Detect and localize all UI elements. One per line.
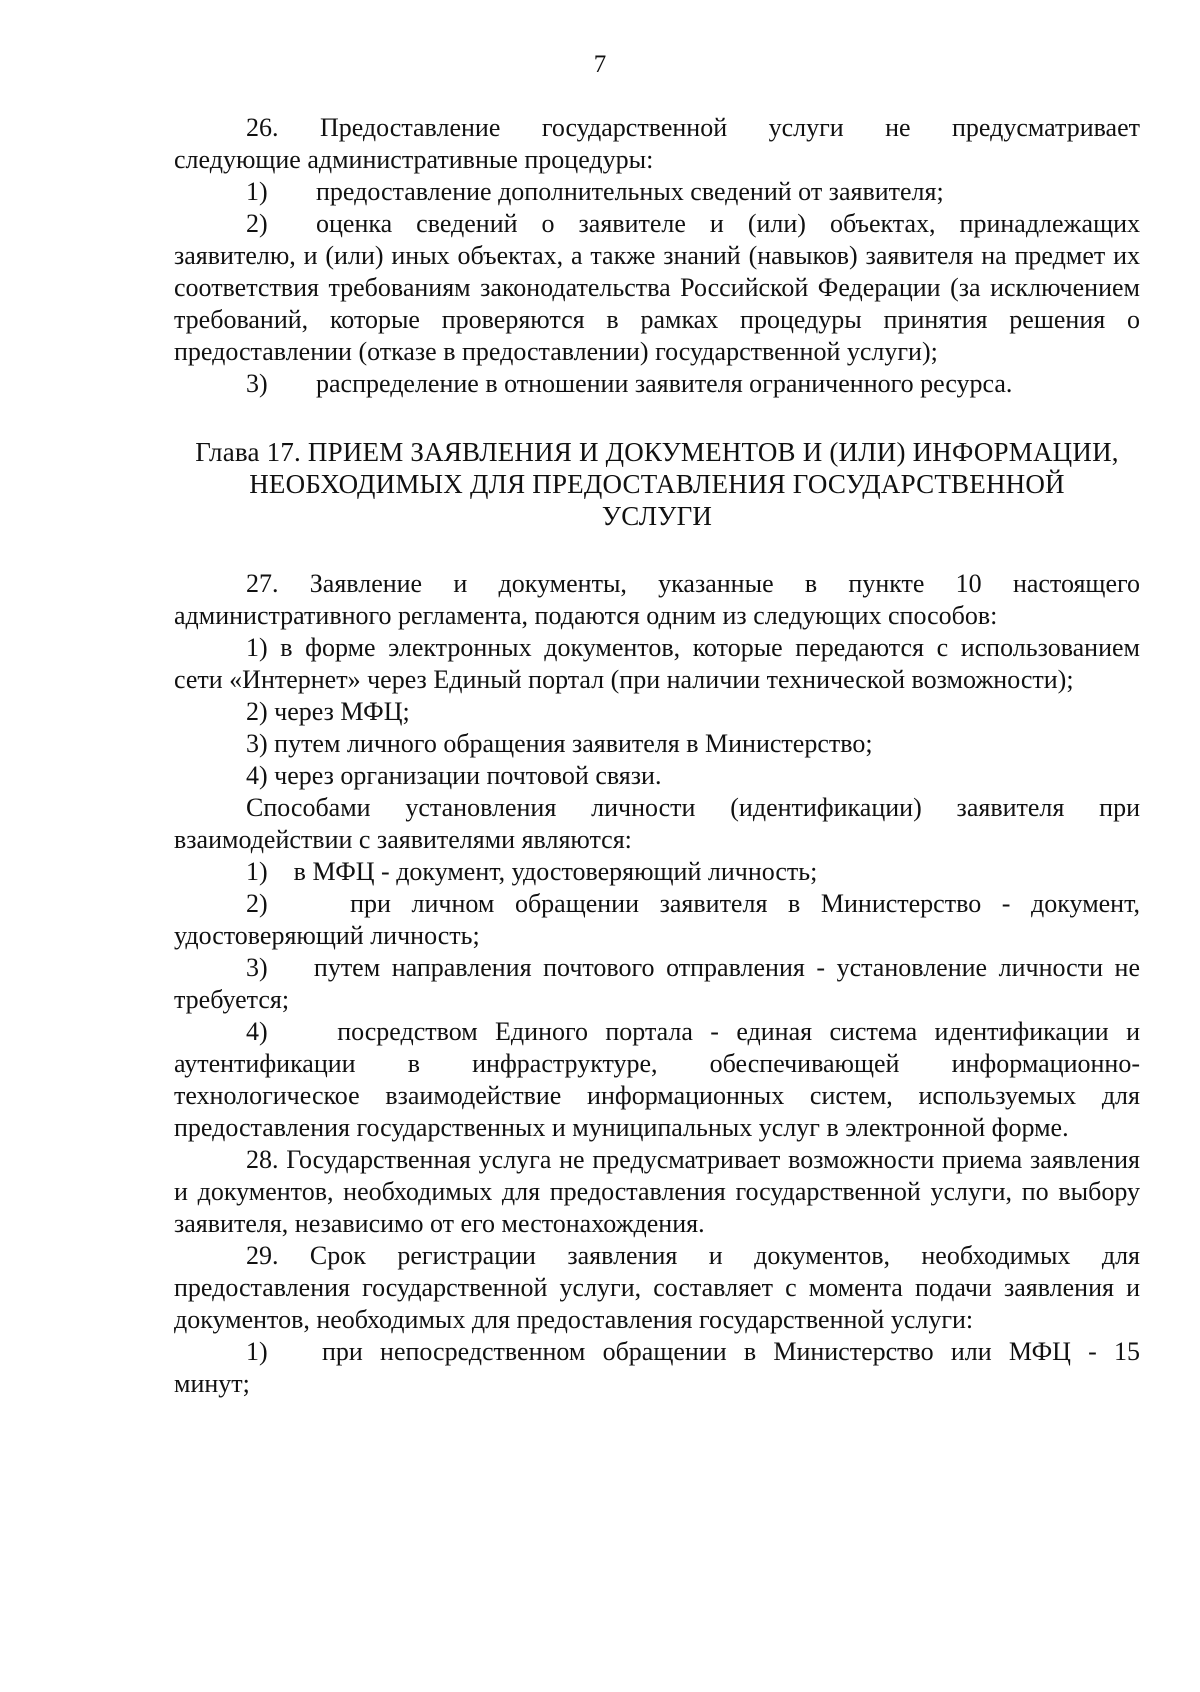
identification-intro: Способами установления личности (идентификации) заявителя при взаимодействии с заявителями являются: xyxy=(174,793,1140,854)
list-item xyxy=(174,368,1140,400)
list-item-text: при непосредственном обращении в Министерство или МФЦ - 15 xyxy=(322,1337,1140,1366)
list-item-number: 1) xyxy=(246,1337,268,1366)
chapter-heading-line: УСЛУГИ xyxy=(601,501,713,531)
list-item xyxy=(174,176,1140,208)
paragraph-29-item xyxy=(174,1336,1140,1400)
identification-item-number: 1) xyxy=(246,857,268,886)
paragraph-28: 28. Государственная услуга не предусматривает возможности приема заявления и документов, необходимых для предоставления государственной услуги, по выбору заявителя, независимо от его местонахождения. xyxy=(174,1145,1140,1238)
list-item-number: 1) xyxy=(246,177,268,206)
list-item xyxy=(174,1336,1140,1368)
list-item-number: 2) xyxy=(246,209,268,238)
paragraph-27 xyxy=(174,568,1140,1144)
paragraph-26-line2: следующие административные процедуры: xyxy=(174,145,654,174)
identification-item-text: путем направления почтового отправления - установление личности не требуется; xyxy=(174,953,1140,1014)
paragraph-26 xyxy=(174,112,1140,400)
page-number: 7 xyxy=(593,51,607,78)
list-item-continuation: минут; xyxy=(174,1369,250,1398)
identification-item xyxy=(174,888,1140,952)
chapter-heading-line: Глава 17. ПРИЕМ ЗАЯВЛЕНИЯ И ДОКУМЕНТОВ И (ИЛИ) ИНФОРМАЦИИ, xyxy=(195,437,1119,467)
identification-item xyxy=(174,856,1140,888)
list-item-text: оценка сведений о заявителе и (или) объектах, принадлежащих xyxy=(316,209,1140,238)
method-item: 4) через организации почтовой связи. xyxy=(246,761,662,790)
list-item-text: распределение в отношении заявителя ограниченного ресурса. xyxy=(316,369,1013,398)
paragraph-26-line1: 26. Предоставление государственной услуги не предусматривает xyxy=(246,113,1140,142)
list-item xyxy=(174,208,1140,240)
identification-item-text: посредством Единого портала - единая система идентификации и аутентификации в инфраструктуре, обеспечивающей информационно-технологическое взаимодействие информационных систем, используемых для предоставления государственных и муниципальных услуг в электронной форме. xyxy=(174,1017,1140,1142)
list-item-continuation: заявителю, и (или) иных объектах, а также знаний (навыков) заявителя на предмет их соответствия требованиям законодательства Российской Федерации (за исключением требований, которые проверяются в рамках процедуры принятия решения о предоставлении (отказе в предоставлении) государственной услуги); xyxy=(174,241,1140,366)
identification-item-text: в МФЦ - документ, удостоверяющий личность; xyxy=(293,857,818,886)
method-item: 1) в форме электронных документов, которые передаются с использованием сети «Интернет» через Единый портал (при наличии технической возможности); xyxy=(174,633,1140,694)
document-body xyxy=(174,112,1140,1400)
chapter-heading-line: НЕОБХОДИМЫХ ДЛЯ ПРЕДОСТАВЛЕНИЯ ГОСУДАРСТВЕННОЙ xyxy=(249,469,1065,499)
identification-item-text: при личном обращении заявителя в Министерство - документ, удостоверяющий личность; xyxy=(174,889,1141,950)
identification-item-number: 4) xyxy=(246,1017,268,1046)
list-item-number: 3) xyxy=(246,369,268,398)
list-item-text: предоставление дополнительных сведений от заявителя; xyxy=(316,177,944,206)
identification-item xyxy=(174,1016,1140,1144)
paragraph-27-intro: 27. Заявление и документы, указанные в пункте 10 настоящего административного регламента, подаются одним из следующих способов: xyxy=(174,569,1140,630)
paragraph-29: 29. Срок регистрации заявления и документов, необходимых для предоставления государственной услуги, составляет с момента подачи заявления и документов, необходимых для предоставления государственной услуги: xyxy=(174,1241,1140,1334)
identification-item-number: 2) xyxy=(246,889,268,918)
identification-item xyxy=(174,952,1140,1016)
chapter-heading xyxy=(174,436,1140,532)
method-item: 2) через МФЦ; xyxy=(246,697,410,726)
method-item: 3) путем личного обращения заявителя в Министерство; xyxy=(246,729,873,758)
identification-item-number: 3) xyxy=(246,953,268,982)
